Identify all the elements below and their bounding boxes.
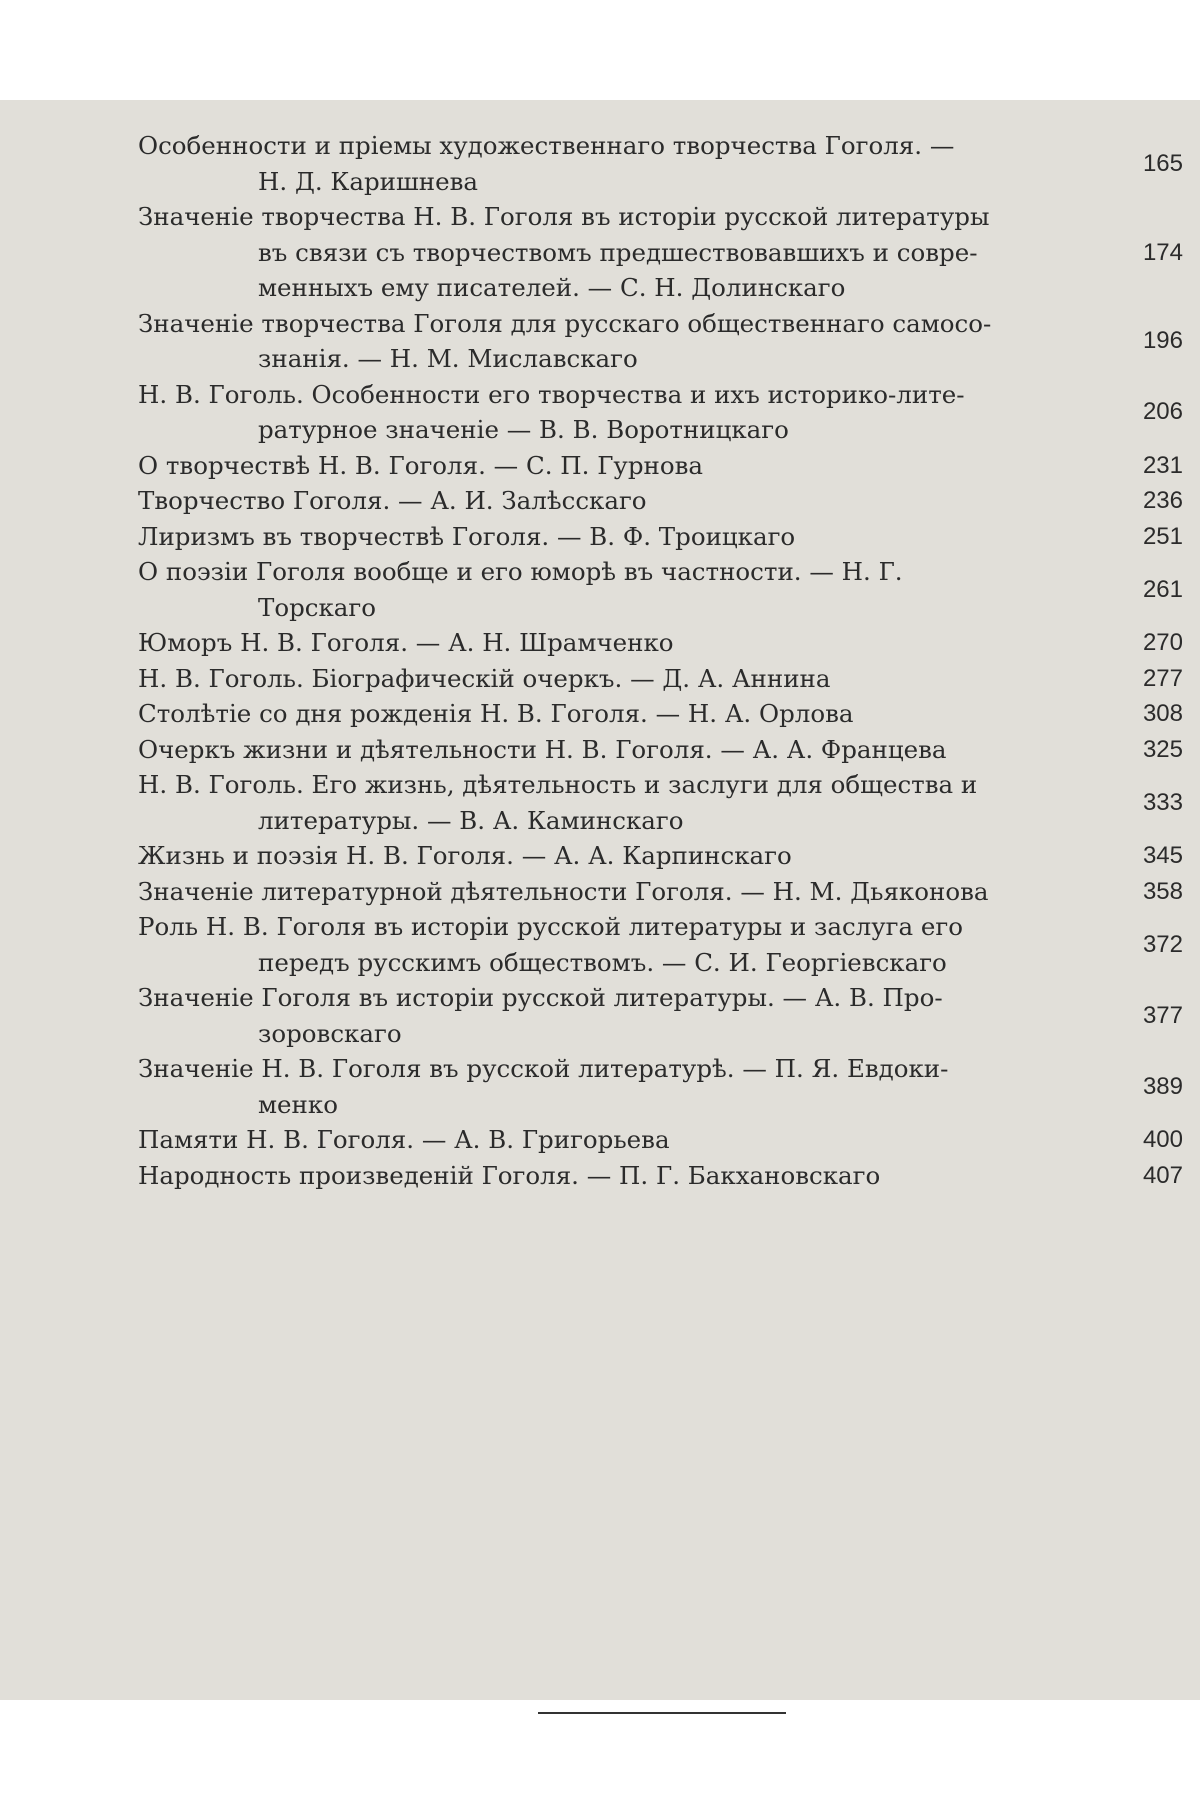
page-number: 236 <box>1142 487 1183 514</box>
toc-entry-line: Н. В. Гоголь. Особенности его творчества и ихъ историко-лите- <box>138 379 965 409</box>
toc-entry-line: Роль Н. В. Гоголя въ исторіи русской литературы и заслуга его <box>138 912 963 941</box>
toc-entry-line: Н. В. Гоголь. Біографическій очеркъ. — Д. А. Аннина <box>138 663 831 693</box>
page-number: 174 <box>1142 238 1183 266</box>
page-number: 345 <box>1142 842 1183 869</box>
toc-entry <box>138 909 1183 980</box>
toc-entry <box>138 1051 1183 1122</box>
table-of-contents <box>138 128 1183 1193</box>
toc-entry-line: Лиризмъ въ творчествѣ Гоголя. — В. Ф. Троицкаго <box>138 521 796 551</box>
toc-entry-line: въ связи съ творчествомъ предшествовавшихъ и совре- <box>258 237 978 267</box>
toc-entry-line: Особенности и пріемы художественнаго творчества Гоголя. — <box>138 131 955 160</box>
toc-entry <box>138 980 1183 1051</box>
toc-entry-line: Значеніе творчества Гоголя для русскаго общественнаго самосо- <box>138 308 992 338</box>
toc-entry <box>138 554 1183 625</box>
page-number: 261 <box>1142 575 1183 603</box>
page-number: 270 <box>1142 629 1183 656</box>
page-number: 277 <box>1142 664 1183 692</box>
toc-entry <box>138 661 1183 697</box>
toc-entry-line: литературы. — В. А. Каминскаго <box>258 805 684 835</box>
toc-entry-line: менко <box>258 1089 338 1119</box>
toc-entry <box>138 448 1183 484</box>
toc-entry-line: Жизнь и поэзія Н. В. Гоголя. — А. А. Карпинскаго <box>138 841 792 870</box>
toc-entry-line: Торскаго <box>258 592 377 622</box>
toc-entry <box>138 1158 1183 1194</box>
page-number: 165 <box>1142 149 1183 177</box>
page-number: 196 <box>1142 327 1183 355</box>
toc-entry-line: знанія. — Н. М. Миславскаго <box>258 344 638 373</box>
toc-entry-line: Значеніе Н. В. Гоголя въ русской литературѣ. — П. Я. Евдоки- <box>138 1054 949 1083</box>
toc-entry <box>138 199 1183 306</box>
page-number: 308 <box>1142 700 1183 727</box>
page-number: 251 <box>1142 522 1183 550</box>
toc-entry-line: Н. В. Гоголь. Его жизнь, дѣятельность и заслуги для общества и <box>138 770 978 799</box>
toc-entry-line: ратурное значеніе — В. В. Воротницкаго <box>258 415 789 444</box>
toc-entry <box>138 306 1183 377</box>
toc-entry <box>138 377 1183 448</box>
toc-entry-line: Творчество Гоголя. — А. И. Залѣсскаго <box>138 486 647 515</box>
page-number: 333 <box>1142 788 1183 816</box>
toc-entry-line: О творчествѣ Н. В. Гоголя. — С. П. Гурнова <box>138 450 704 480</box>
page-number: 400 <box>1142 1126 1183 1153</box>
toc-entry-line: зоровскаго <box>258 1018 402 1048</box>
toc-entry <box>138 625 1183 661</box>
page-number: 389 <box>1142 1072 1183 1100</box>
toc-entry <box>138 519 1183 555</box>
toc-entry-line: Памяти Н. В. Гоголя. — А. В. Григорьева <box>138 1125 670 1154</box>
toc-entry-line: О поэзіи Гоголя вообще и его юморѣ въ частности. — Н. Г. <box>138 557 903 586</box>
toc-entry <box>138 1122 1183 1158</box>
toc-entry-line: Значеніе литературной дѣятельности Гоголя. — Н. М. Дьяконова <box>138 876 989 906</box>
toc-entry <box>138 732 1183 768</box>
toc-entry <box>138 483 1183 519</box>
toc-entry-line: Очеркъ жизни и дѣятельности Н. В. Гоголя. — А. А. Францева <box>138 734 947 764</box>
closing-rule <box>538 1712 786 1714</box>
toc-entry-line: Значеніе Гоголя въ исторіи русской литературы. — А. В. Про- <box>138 983 943 1012</box>
toc-entry <box>138 838 1183 874</box>
toc-entry <box>138 696 1183 732</box>
page-number: 372 <box>1142 930 1183 958</box>
page-number: 231 <box>1142 451 1183 479</box>
toc-entry-line: Столѣтіе со дня рожденія Н. В. Гоголя. — Н. А. Орлова <box>138 699 854 728</box>
page-number: 358 <box>1142 877 1183 905</box>
toc-entry <box>138 128 1183 199</box>
toc-entry-line: Юморъ Н. В. Гоголя. — А. Н. Шрамченко <box>138 628 674 657</box>
page-number: 407 <box>1142 1161 1183 1189</box>
page-number: 206 <box>1142 398 1183 426</box>
toc-entry-line: передъ русскимъ обществомъ. — С. И. Георгіевскаго <box>258 947 947 977</box>
page-number: 325 <box>1142 735 1183 763</box>
page-number: 377 <box>1142 1001 1183 1029</box>
toc-entry-line: Народность произведеній Гоголя. — П. Г. Бакхановскаго <box>138 1160 881 1190</box>
toc-entry-line: Н. Д. Каришнева <box>258 166 479 196</box>
toc-entry <box>138 874 1183 910</box>
toc-entry-line: Значеніе творчества Н. В. Гоголя въ исторіи русской литературы <box>138 202 990 231</box>
toc-entry <box>138 767 1183 838</box>
toc-entry-line: менныхъ ему писателей. — С. Н. Долинскаго <box>258 273 846 302</box>
